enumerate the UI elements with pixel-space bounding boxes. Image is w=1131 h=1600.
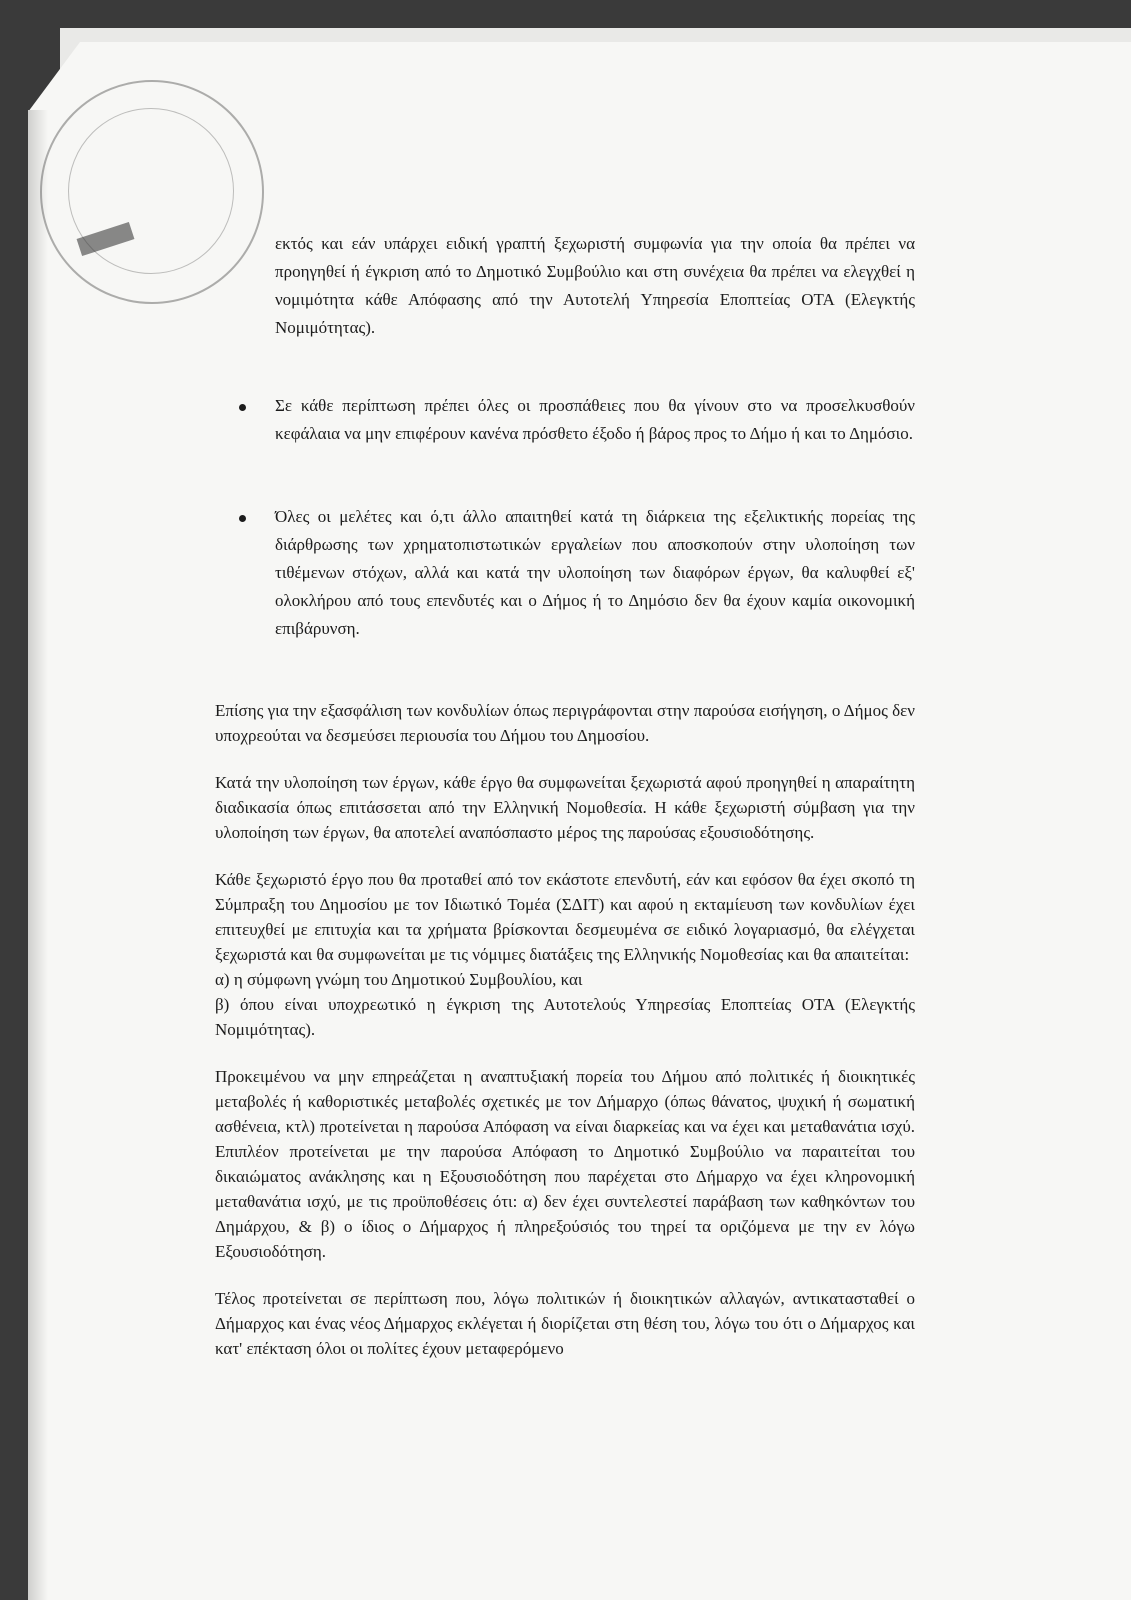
bullet-item xyxy=(215,392,915,448)
paragraph: Κατά την υλοποίηση των έργων, κάθε έργο θα συμφωνείται ξεχωριστά αφού προηγηθεί η απαραίτητη διαδικασία όπως επιτάσσεται από την Ελληνική Νομοθεσία. Η κάθε ξεχωριστή σύμβαση για την υλοποίηση των έργων, θα αποτελεί αναπόσπαστο μέρος της παρούσας εξουσιοδότησης. xyxy=(215,773,915,842)
bullet-icon xyxy=(239,404,246,411)
bullet-item xyxy=(215,503,915,643)
paragraph-main: Κάθε ξεχωριστό έργο που θα προταθεί από τον εκάστοτε επενδυτή, εάν και εφόσον θα έχει σκοπό τη Σύμπραξη του Δημοσίου με τον Ιδιωτικό Τομέα (ΣΔΙΤ) και αφού η εκταμίευση των κονδυλίων έχει επιτευχθεί με επιτυχία και τα χρήματα βρίσκονται δεσμευμένα σε ειδικό λογαριασμό, θα ελέγχεται ξεχωριστά και θα συμφωνείται με τις νόμιμες διατάξεις της Ελληνικής Νομοθεσίας και θα απαιτείται: xyxy=(215,870,915,964)
bullet-list xyxy=(215,392,915,643)
list-item-a: α) η σύμφωνη γνώμη του Δημοτικού Συμβουλίου, και xyxy=(215,970,583,989)
bullet-text: Σε κάθε περίπτωση πρέπει όλες οι προσπάθειες που θα γίνουν στο να προσελκυσθούν κεφάλαια να μην επιφέρουν κανένα πρόσθετο έξοδο ή βάρος προς το Δήμο ή και το Δημόσιο. xyxy=(275,396,915,443)
document-body xyxy=(215,230,915,1383)
paragraph: Προκειμένου να μην επηρεάζεται η αναπτυξιακή πορεία του Δήμου από πολιτικές ή διοικητικές μεταβολές ή καθοριστικές μεταβολές σχετικές με τον Δήμαρχο (όπως θάνατος, ψυχική ή σωματική ασθένεια, κτλ) προτείνεται η παρούσα Απόφαση να είναι διαρκείας και να έχει και μεταθανάτια ισχύ. Επιπλέον προτείνεται με την παρούσα Απόφαση το Δημοτικό Συμβούλιο να παραιτείται του δικαιώματος ανάκλησης και η Εξουσιοδότηση που παρέχεται στο Δήμαρχο να έχει κληρονομική μεταθανάτια ισχύ, με τις προϋποθέσεις ότι: α) δεν έχει συντελεστεί παράβαση των καθηκόντων του Δημάρχου, & β) ο ίδιος ο Δήμαρχος ή πληρεξούσιός του τηρεί τα οριζόμενα με την εν λόγω Εξουσιοδότηση. xyxy=(215,1067,915,1261)
page-shadow xyxy=(28,110,48,1600)
bullet-text: Όλες οι μελέτες και ό,τι άλλο απαιτηθεί κατά τη διάρκεια της εξελικτικής πορείας της διάρθρωσης των χρηματοπιστωτικών εργαλείων που αποσκοπούν στην υλοποίηση των τιθέμενων στόχων, αλλά και κατά την υλοποίηση των διαφόρων έργων, θα καλυφθεί εξ' ολοκλήρου από τους επενδυτές και ο Δήμος ή το Δημόσιο δεν θα έχουν καμία οικονομική επιβάρυνση. xyxy=(275,507,915,638)
paragraph: Επίσης για την εξασφάλιση των κονδυλίων όπως περιγράφονται στην παρούσα εισήγηση, ο Δήμος δεν υποχρεούται να δεσμεύσει περιουσία του Δήμου του Δημοσίου. xyxy=(215,701,915,745)
paragraph-with-items xyxy=(215,867,915,1042)
paragraph: Τέλος προτείνεται σε περίπτωση που, λόγω πολιτικών ή διοικητικών αλλαγών, αντικατασταθεί ο Δήμαρχος και ένας νέος Δήμαρχος εκλέγεται ή διορίζεται στη θέση του, λόγω του ότι ο Δήμαρχος και κατ' επέκταση όλοι οι πολίτες έχουν μεταφερόμενο xyxy=(215,1289,915,1358)
bullet-icon xyxy=(239,515,246,522)
continuation-paragraph: εκτός και εάν υπάρχει ειδική γραπτή ξεχωριστή συμφωνία για την οποία θα πρέπει να προηγηθεί ή έγκριση από το Δημοτικό Συμβούλιο και στη συνέχεια θα πρέπει να ελεγχθεί η νομιμότητα κάθε Απόφασης από την Αυτοτελή Υπηρεσία Εποπτείας ΟΤΑ (Ελεγκτής Νομιμότητας). xyxy=(275,234,915,337)
list-item-b: β) όπου είναι υποχρεωτικό η έγκριση της Αυτοτελούς Υπηρεσίας Εποπτείας ΟΤΑ (Ελεγκτής Νομιμότητας). xyxy=(215,995,915,1039)
